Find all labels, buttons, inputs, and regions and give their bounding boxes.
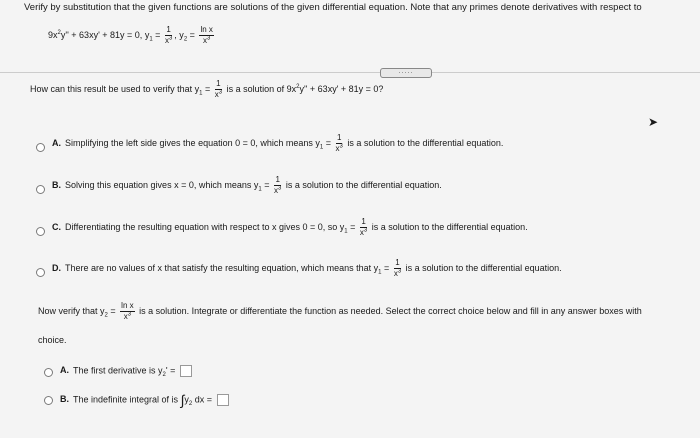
option-text: Solving this equation gives x = 0, which means y bbox=[65, 179, 259, 190]
denominator bbox=[203, 36, 210, 45]
exponent: 3 bbox=[397, 268, 402, 275]
equals: = bbox=[384, 262, 390, 273]
exponent: 3 bbox=[207, 35, 211, 42]
radio-option-d[interactable] bbox=[36, 268, 45, 277]
answer-box-derivative[interactable] bbox=[180, 365, 192, 377]
integral-icon: ∫ bbox=[180, 392, 185, 408]
eq-part: y'' + 63xy' + 81y = 0, y bbox=[60, 29, 150, 40]
choice-letter: A. bbox=[60, 365, 69, 376]
exponent: 3 bbox=[278, 185, 282, 192]
option-d[interactable] bbox=[52, 259, 562, 278]
fraction-y1 bbox=[394, 259, 401, 278]
denominator bbox=[336, 144, 343, 153]
fraction-y2 bbox=[199, 26, 213, 45]
option-b[interactable] bbox=[52, 176, 442, 195]
numerator: 1 bbox=[275, 175, 280, 184]
subscript: 1 bbox=[319, 144, 324, 151]
option-text: is a solution to the differential equation. bbox=[347, 137, 504, 148]
equals: = bbox=[325, 137, 332, 148]
exponent: 3 bbox=[363, 227, 368, 234]
radio-choice-a[interactable] bbox=[44, 368, 53, 377]
den-base: x bbox=[123, 312, 128, 321]
den-base: x bbox=[335, 144, 340, 153]
option-text: There are no values of x that satisfy the resulting equation, which means that y bbox=[65, 262, 379, 273]
equals: = bbox=[155, 29, 161, 40]
expand-button[interactable]: ..... bbox=[380, 68, 432, 78]
question-text bbox=[30, 80, 383, 99]
denominator bbox=[360, 228, 367, 237]
choice-a[interactable] bbox=[60, 365, 192, 377]
den-base: x bbox=[214, 90, 219, 99]
choice-text: dx = bbox=[194, 394, 213, 405]
choice-letter: B. bbox=[60, 394, 69, 405]
eq-part: 9x bbox=[48, 29, 58, 40]
numerator: ln x bbox=[121, 301, 134, 310]
subscript: 2 bbox=[183, 36, 188, 43]
integrand: y bbox=[184, 394, 189, 405]
denominator bbox=[124, 312, 131, 321]
fraction-y1 bbox=[274, 176, 281, 195]
numerator: ln x bbox=[200, 25, 213, 34]
numerator: 1 bbox=[336, 133, 342, 142]
exponent: 3 bbox=[168, 35, 173, 42]
exponent: 3 bbox=[218, 89, 223, 96]
subscript: 1 bbox=[344, 228, 348, 235]
denominator bbox=[165, 36, 172, 45]
choice-text: The indefinite integral of is bbox=[73, 394, 179, 405]
fraction-y1 bbox=[336, 134, 343, 153]
den-base: x bbox=[359, 228, 364, 237]
answer-box-integral[interactable] bbox=[217, 394, 229, 406]
den-base: x bbox=[393, 269, 398, 278]
radio-option-b[interactable] bbox=[36, 185, 45, 194]
den-base: x bbox=[164, 36, 169, 45]
subscript: 2 bbox=[104, 312, 108, 319]
option-letter: C. bbox=[52, 221, 61, 232]
denominator bbox=[215, 90, 222, 99]
option-a[interactable] bbox=[52, 134, 503, 153]
radio-option-c[interactable] bbox=[36, 227, 45, 236]
instruction-text: Verify by substitution that the given functions are solutions of the given differential equation. Note that any primes denote derivatives with respect to bbox=[24, 2, 642, 13]
option-text: Simplifying the left side gives the equation 0 = 0, which means y bbox=[65, 137, 320, 148]
subscript: 1 bbox=[149, 36, 153, 43]
equals: = bbox=[204, 83, 211, 94]
option-text: is a solution to the differential equation. bbox=[371, 221, 528, 232]
choice-text: ' = bbox=[165, 365, 176, 376]
equals: = bbox=[264, 179, 270, 190]
p2-part: is a solution. Integrate or differentiate the function as needed. Select the correct choice below and fill in any answer boxes with bbox=[139, 305, 642, 316]
exponent: 2 bbox=[57, 29, 61, 36]
fraction-y1 bbox=[360, 218, 367, 237]
subscript: 2 bbox=[188, 401, 193, 408]
exponent: 3 bbox=[127, 311, 132, 318]
numerator: 1 bbox=[166, 25, 171, 34]
subscript: 1 bbox=[378, 269, 382, 276]
option-text: is a solution to the differential equation. bbox=[405, 262, 562, 273]
p2-part: Now verify that y bbox=[38, 305, 105, 316]
numerator: 1 bbox=[361, 217, 366, 226]
mouse-cursor-icon: ➤ bbox=[648, 115, 659, 129]
divider bbox=[0, 72, 700, 73]
q-part: y'' + 63xy' + 81y = 0? bbox=[299, 83, 384, 94]
numerator: 1 bbox=[395, 258, 400, 267]
option-text: is a solution to the differential equation. bbox=[285, 179, 442, 190]
fraction-y1 bbox=[165, 26, 172, 45]
choice-text: The first derivative is y bbox=[73, 365, 163, 376]
exponent: 2 bbox=[296, 83, 300, 90]
q-part: How can this result be used to verify that y bbox=[30, 83, 200, 94]
equals: = bbox=[110, 305, 116, 316]
part2-line2: choice. bbox=[38, 335, 67, 345]
subscript: 1 bbox=[199, 90, 203, 97]
radio-choice-b[interactable] bbox=[44, 396, 53, 405]
equals: = bbox=[350, 221, 356, 232]
given-equation bbox=[48, 26, 216, 45]
part2-text bbox=[38, 302, 642, 321]
fraction-y1 bbox=[215, 80, 222, 99]
subscript: 1 bbox=[258, 186, 262, 193]
option-letter: B. bbox=[52, 179, 61, 190]
den-base: x bbox=[274, 186, 278, 195]
radio-option-a[interactable] bbox=[36, 143, 45, 152]
option-letter: D. bbox=[52, 262, 61, 273]
numerator: 1 bbox=[216, 79, 221, 88]
denominator bbox=[274, 186, 281, 195]
eq-part: , y bbox=[174, 29, 184, 40]
option-text: Differentiating the resulting equation with respect to x gives 0 = 0, so y bbox=[65, 221, 345, 232]
option-c[interactable] bbox=[52, 218, 528, 237]
denominator bbox=[394, 269, 401, 278]
choice-b[interactable] bbox=[60, 392, 229, 408]
subscript: 2 bbox=[162, 372, 166, 379]
q-part: is a solution of 9x bbox=[226, 83, 297, 94]
den-base: x bbox=[203, 36, 207, 45]
exponent: 3 bbox=[339, 143, 343, 150]
fraction-y2 bbox=[120, 302, 134, 321]
option-letter: A. bbox=[52, 137, 61, 148]
equals: = bbox=[189, 29, 195, 40]
